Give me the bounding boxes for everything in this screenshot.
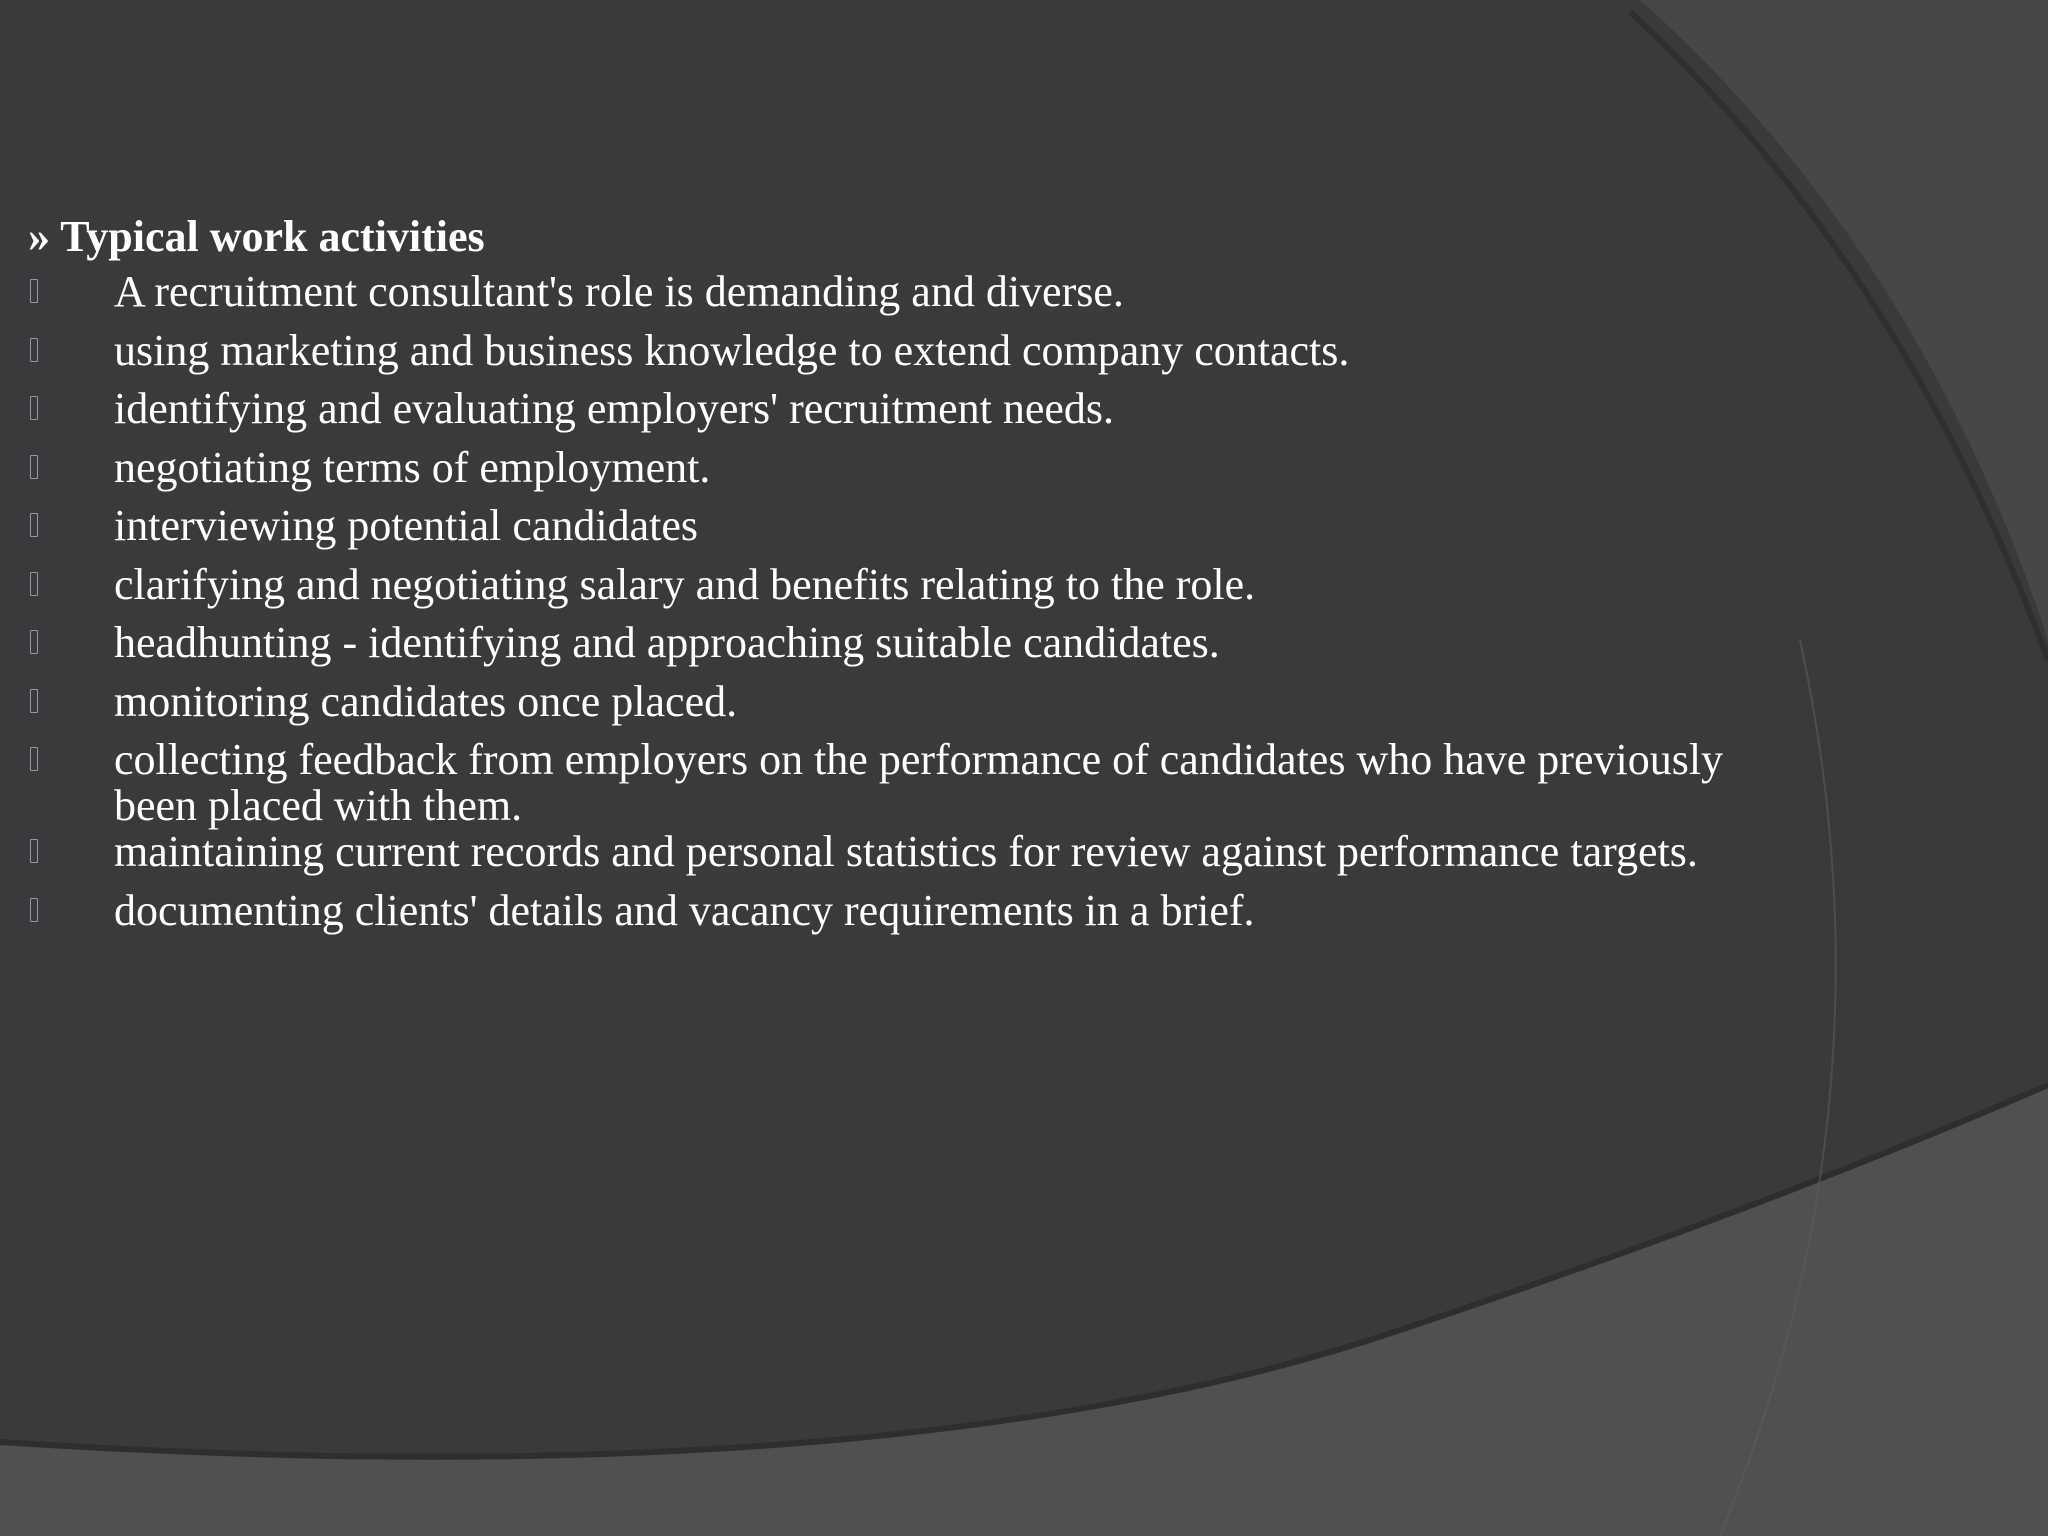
bullet-icon [30, 630, 38, 654]
bullet-text: maintaining current records and personal statistics for review against performance targets. [114, 827, 1698, 876]
bullet-icon [30, 689, 38, 713]
section-heading: » Typical work activities [28, 212, 485, 261]
bullet-text: negotiating terms of employment. [114, 442, 711, 492]
bullet-icon [30, 338, 38, 362]
bullet-list [28, 269, 1948, 946]
bullet-item [28, 503, 1948, 562]
bullet-item [28, 737, 1948, 829]
bullet-item [28, 386, 1948, 445]
bullet-icon [30, 455, 38, 479]
bullet-text: monitoring candidates once placed. [114, 676, 738, 726]
bullet-item [28, 559, 1948, 621]
bullet-text: A recruitment consultant's role is demanding and diverse. [114, 267, 1124, 316]
bullet-item [28, 620, 1948, 679]
bullet-item [28, 269, 1948, 328]
bullet-text: clarifying and negotiating salary and benefits relating to the role. [114, 559, 1256, 609]
bullet-text: documenting clients' details and vacancy requirements in a brief. [114, 885, 1255, 935]
bullet-icon [30, 396, 38, 420]
bullet-item [28, 325, 1948, 387]
bullet-text: collecting feedback from employers on the performance of candidates who have previously been placed with them. [114, 735, 1724, 830]
bullet-icon [30, 839, 38, 863]
bullet-text: interviewing potential candidates [114, 501, 699, 550]
bullet-item [28, 829, 1948, 888]
content-area [28, 205, 1948, 946]
bullet-text: headhunting - identifying and approaching suitable candidates. [114, 618, 1220, 667]
bullet-icon [30, 279, 38, 303]
bullet-item [28, 676, 1948, 738]
bullet-icon [30, 747, 38, 771]
bullet-item [28, 442, 1948, 504]
bullet-icon [30, 572, 38, 596]
bullet-item [28, 885, 1948, 947]
bullet-text: identifying and evaluating employers' recruitment needs. [114, 384, 1115, 433]
bullet-icon [30, 898, 38, 922]
bullet-icon [30, 513, 38, 537]
bullet-text: using marketing and business knowledge to extend company contacts. [114, 325, 1350, 375]
